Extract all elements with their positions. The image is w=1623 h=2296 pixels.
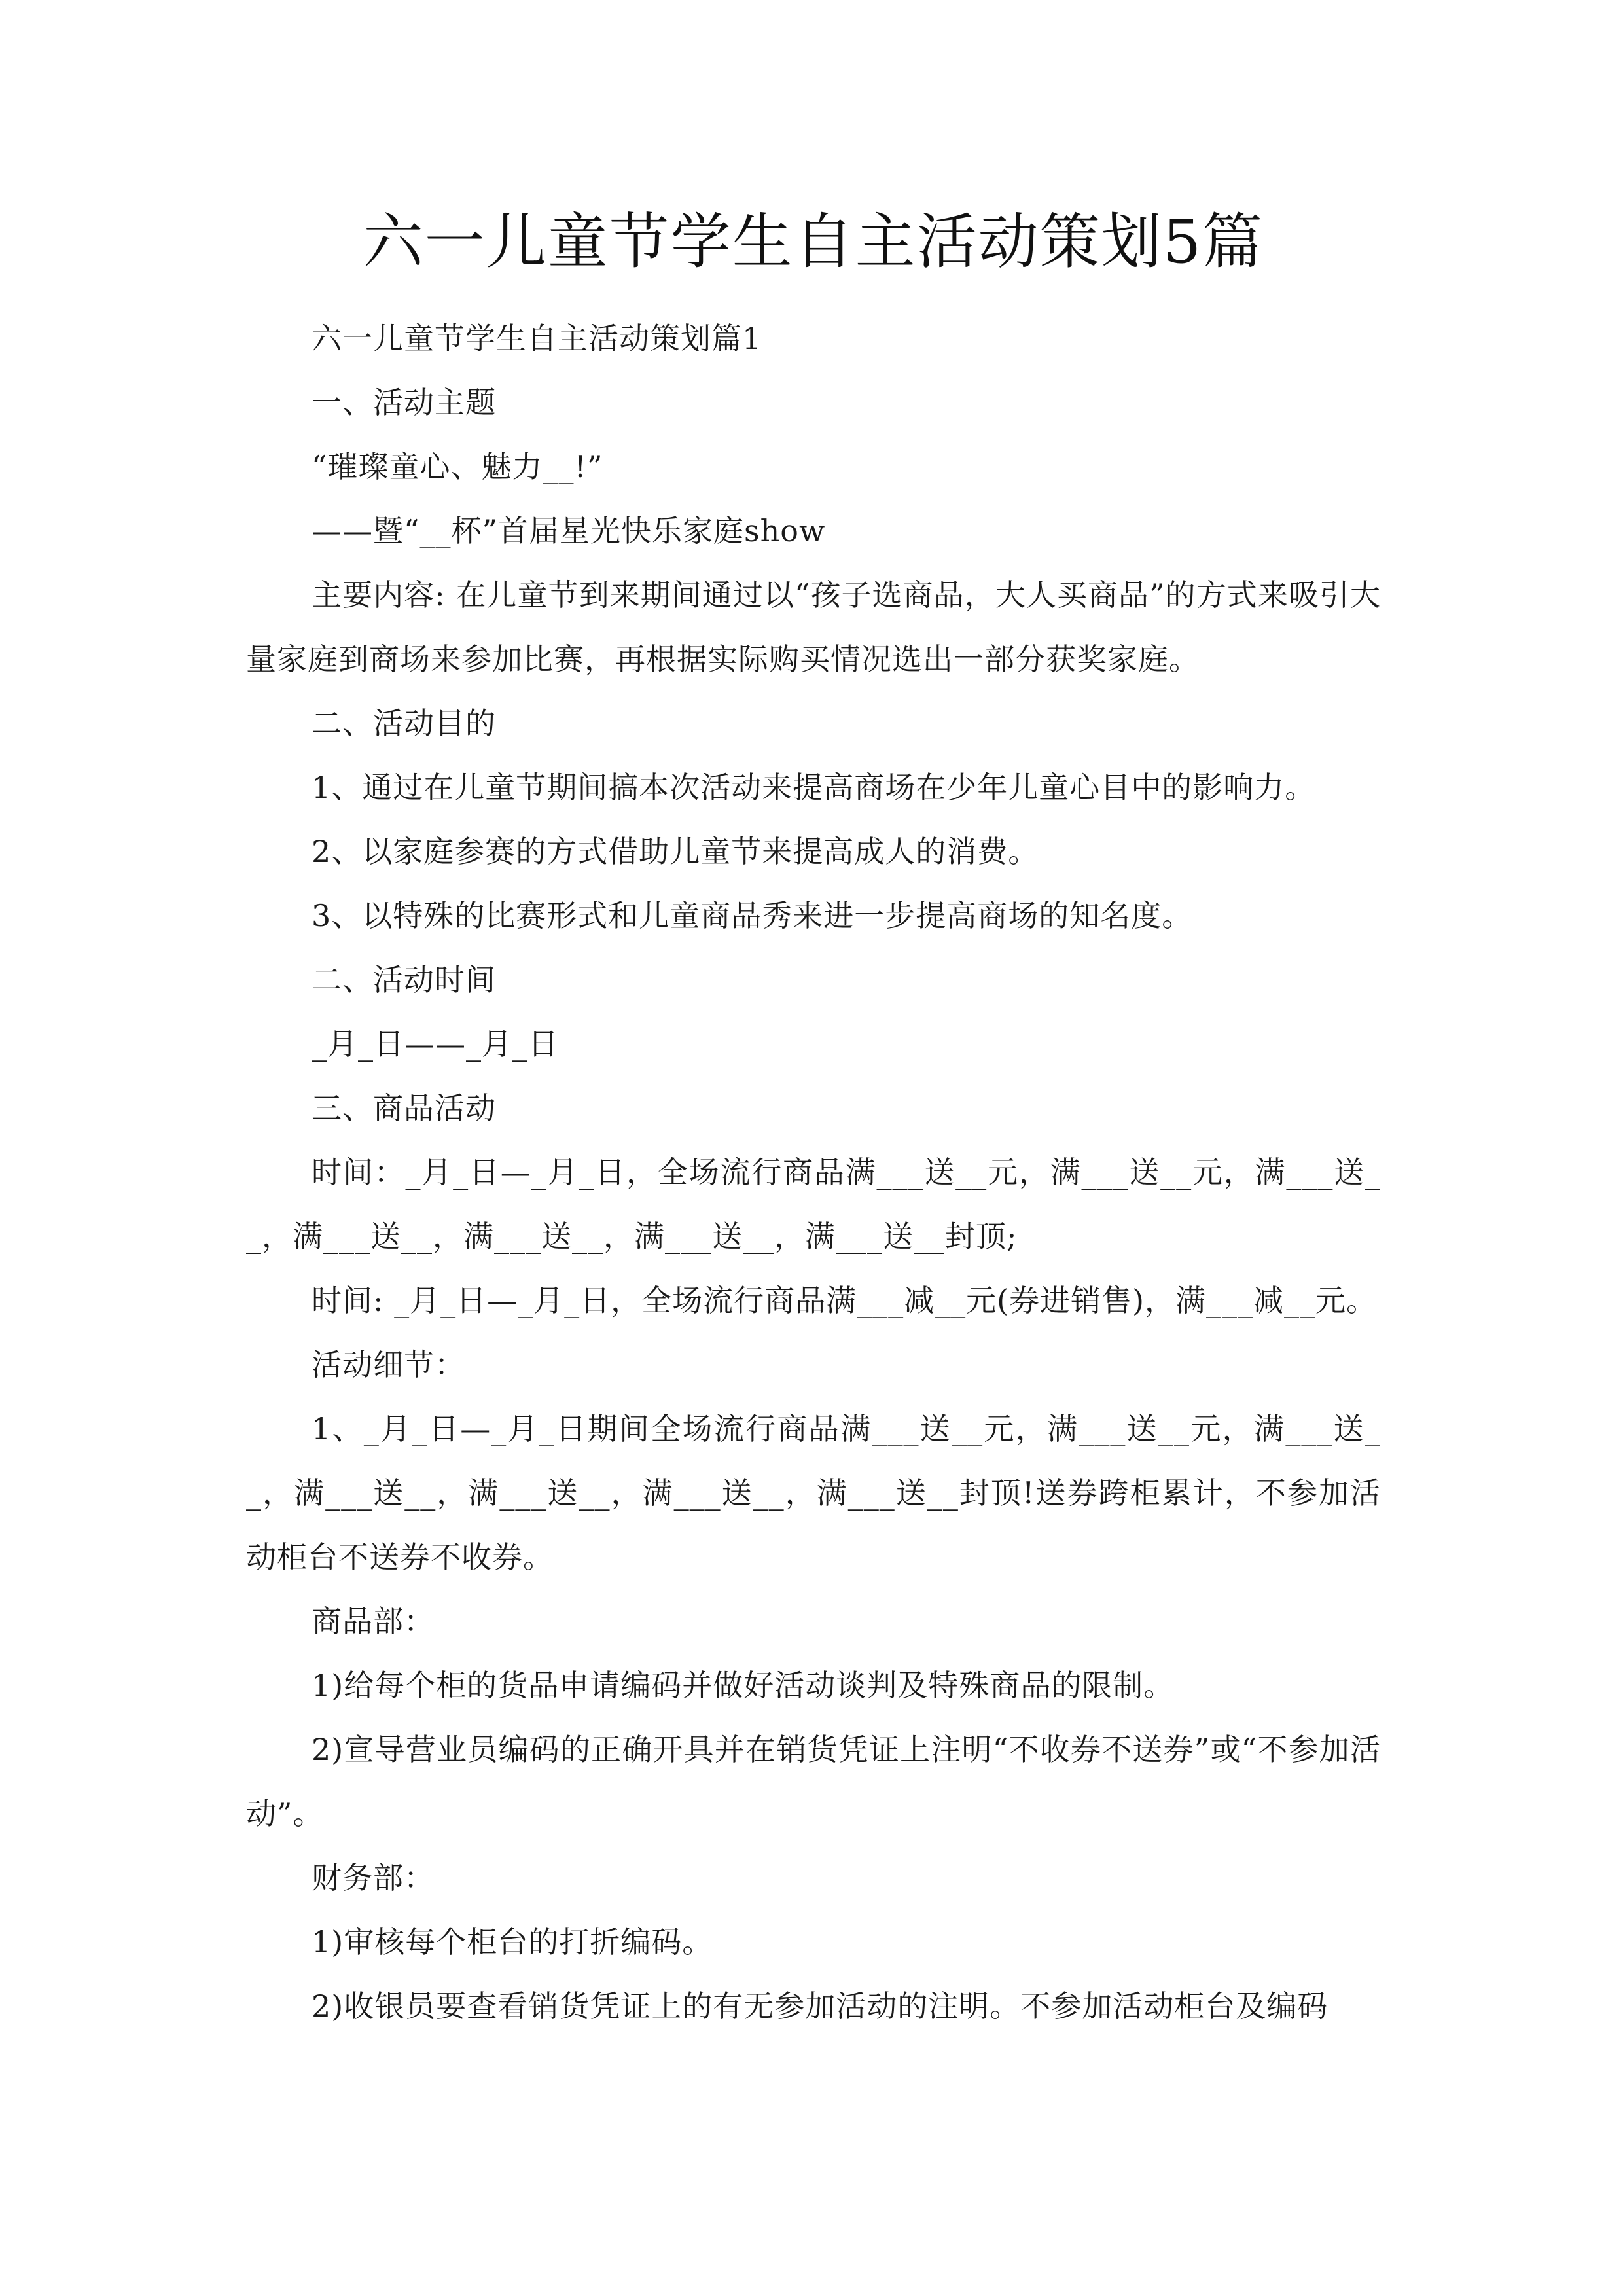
finance-item-1: 1)审核每个柜台的打折编码。 — [312, 1924, 713, 1960]
goal-item-3: 3、以特殊的比赛形式和儿童商品秀来进一步提高商场的知名度。 — [312, 898, 1193, 933]
merchandise-item-2: 2)宣导营业员编码的正确开具并在销货凭证上注明“不收券不送券”或“不参加活动”。 — [246, 1732, 1381, 1831]
heading-product-activity: 三、商品活动 — [312, 1090, 496, 1126]
document-title: 六一儿童节学生自主活动策划5篇 — [363, 207, 1264, 277]
details-item-1: 1、_月_日—_月_日期间全场流行商品满___送__元，满___送__元，满___送__，满___送__，满___送__，满___送__，满___送__封顶!送券跨柜累计，不参加活动柜台不送券不收券。 — [246, 1411, 1381, 1575]
theme-slogan: “璀璨童心、魅力__!” — [312, 449, 603, 484]
goal-item-1: 1、通过在儿童节期间搞本次活动来提高商场在少年儿童心目中的影响力。 — [312, 770, 1316, 805]
finance-item-2: 2)收银员要查看销货凭证上的有无参加活动的注明。不参加活动柜台及编码 — [312, 1988, 1329, 2024]
goal-item-2: 2、以家庭参赛的方式借助儿童节来提高成人的消费。 — [312, 834, 1039, 869]
heading-merchandise-dept: 商品部： — [312, 1604, 435, 1639]
section-heading: 六一儿童节学生自主活动策划篇1 — [312, 321, 762, 356]
heading-activity-time: 二、活动时间 — [312, 962, 496, 997]
merchandise-item-1: 1)给每个柜的货品申请编码并做好活动谈判及特殊商品的限制。 — [312, 1668, 1175, 1703]
heading-activity-details: 活动细节： — [312, 1347, 465, 1382]
heading-finance-dept: 财务部： — [312, 1860, 435, 1895]
product-activity-time-2: 时间: _月_日—_月_日，全场流行商品满___减__元(券进销售)，满___减__元。 — [312, 1283, 1378, 1318]
main-content-paragraph: 主要内容: 在儿童节到来期间通过以“孩子选商品，大人买商品”的方式来吸引大量家庭到商场来参加比赛，再根据实际购买情况选出一部分获奖家庭。 — [246, 577, 1381, 677]
heading-activity-theme: 一、活动主题 — [312, 385, 496, 420]
theme-subtitle: ——暨“__杯”首届星光快乐家庭show — [312, 513, 826, 548]
product-activity-time-1: 时间：_月_日—_月_日，全场流行商品满___送__元，满___送__元，满___送__，满___送__，满___送__，满___送__，满___送__封顶; — [246, 1155, 1381, 1254]
activity-date-range: _月_日——_月_日 — [312, 1026, 559, 1062]
heading-activity-goals: 二、活动目的 — [312, 706, 496, 741]
